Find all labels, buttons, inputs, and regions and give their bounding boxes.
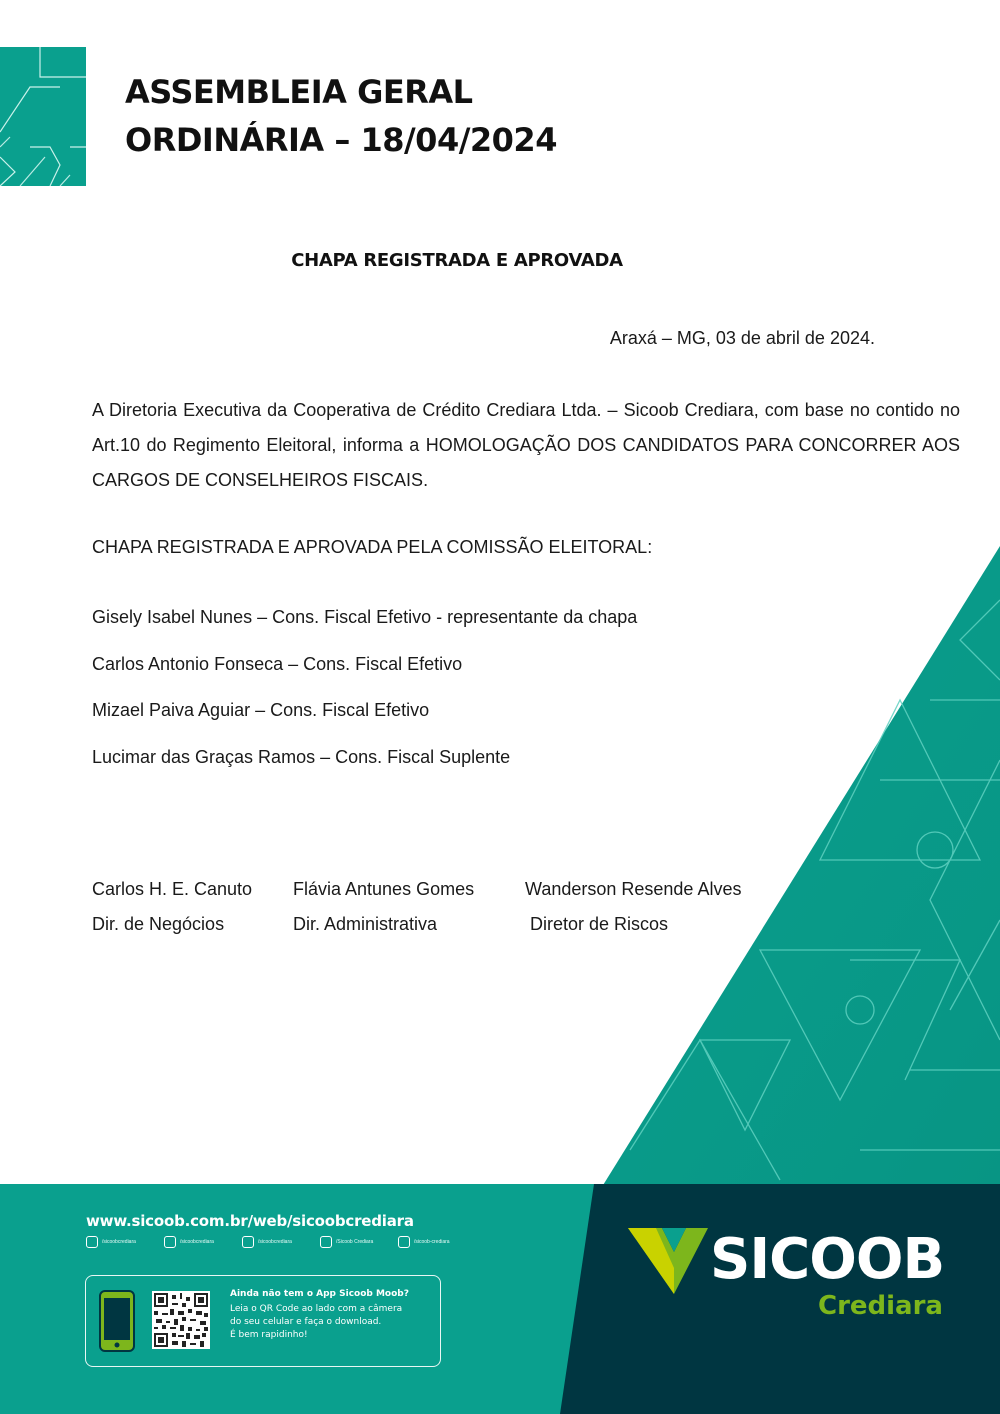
social-twitter[interactable] [242, 1236, 308, 1248]
candidate-item: Mizael Paiva Aguiar – Cons. Fiscal Efetivo [92, 700, 430, 720]
instagram-icon [86, 1236, 98, 1248]
social-links [86, 1236, 464, 1248]
social-instagram[interactable] [86, 1236, 152, 1248]
app-promo-heading: Ainda não tem o App Sicoob Moob? [230, 1289, 409, 1299]
linkedin-icon [398, 1236, 410, 1248]
app-promo-line: É bem rapidinho! [230, 1330, 308, 1340]
document-subtitle: CHAPA REGISTRADA E APROVADA [291, 250, 623, 271]
twitter-icon [242, 1236, 254, 1248]
brand-subtitle: Crediara [818, 1291, 943, 1321]
app-download-box [85, 1275, 441, 1367]
signatory-role: Diretor de Riscos [530, 914, 669, 934]
section-label: CHAPA REGISTRADA E APROVADA PELA COMISSÃO ELEITORAL: [92, 537, 653, 557]
social-label: /sicoobcrediara [102, 1238, 136, 1245]
signatory-name: Carlos H. E. Canuto [92, 879, 253, 899]
document-title [125, 68, 557, 164]
qr-code[interactable] [152, 1291, 210, 1349]
social-label: /sicoobcrediara [258, 1238, 292, 1245]
signatory-name: Flávia Antunes Gomes [293, 879, 475, 899]
signatory-3 [525, 872, 741, 942]
signatory-role: Dir. de Negócios [92, 914, 225, 934]
signatory-role: Dir. Administrativa [293, 914, 438, 934]
title-line-2: ORDINÁRIA – 18/04/2024 [125, 121, 557, 159]
app-promo-text [230, 1288, 435, 1342]
candidate-list [92, 604, 637, 790]
social-label: /Sicoob Crediara [336, 1238, 374, 1245]
signatory-1 [92, 872, 252, 942]
social-label: /sicoob-crediara [414, 1238, 450, 1245]
body-paragraph: A Diretoria Executiva da Cooperativa de Crédito Crediara Ltda. – Sicoob Crediara, com base no contido no Art.10 do Regimento Eleitoral, informa a HOMOLOGAÇÃO DOS CANDIDATOS PARA CONCORRER AOS CARGOS DE CONSELHEIROS FISCAIS. [92, 400, 960, 490]
candidate-item: Carlos Antonio Fonseca – Cons. Fiscal Efetivo [92, 653, 463, 674]
social-facebook[interactable] [164, 1236, 230, 1248]
date-line: Araxá – MG, 03 de abril de 2024. [609, 328, 875, 348]
website-link[interactable]: www.sicoob.com.br/web/sicoobcrediara [86, 1212, 414, 1230]
youtube-icon [320, 1236, 332, 1248]
social-youtube[interactable] [320, 1236, 386, 1248]
brand-name: SICOOB [710, 1227, 945, 1292]
social-label: /sicoobcrediara [180, 1238, 214, 1245]
candidate-item: Lucimar das Graças Ramos – Cons. Fiscal Suplente [92, 746, 511, 767]
app-promo-line: Leia o QR Code ao lado com a câmera [230, 1304, 403, 1314]
facebook-icon [164, 1236, 176, 1248]
app-promo-line: do seu celular e faça o download. [230, 1317, 382, 1327]
social-linkedin[interactable] [398, 1236, 464, 1248]
phone-icon [99, 1290, 135, 1352]
signatory-name: Wanderson Resende Alves [525, 879, 742, 899]
signatory-2 [293, 872, 474, 942]
title-line-1: ASSEMBLEIA GERAL [125, 73, 473, 111]
candidate-item: Gisely Isabel Nunes – Cons. Fiscal Efetivo - representante da chapa [92, 607, 638, 627]
